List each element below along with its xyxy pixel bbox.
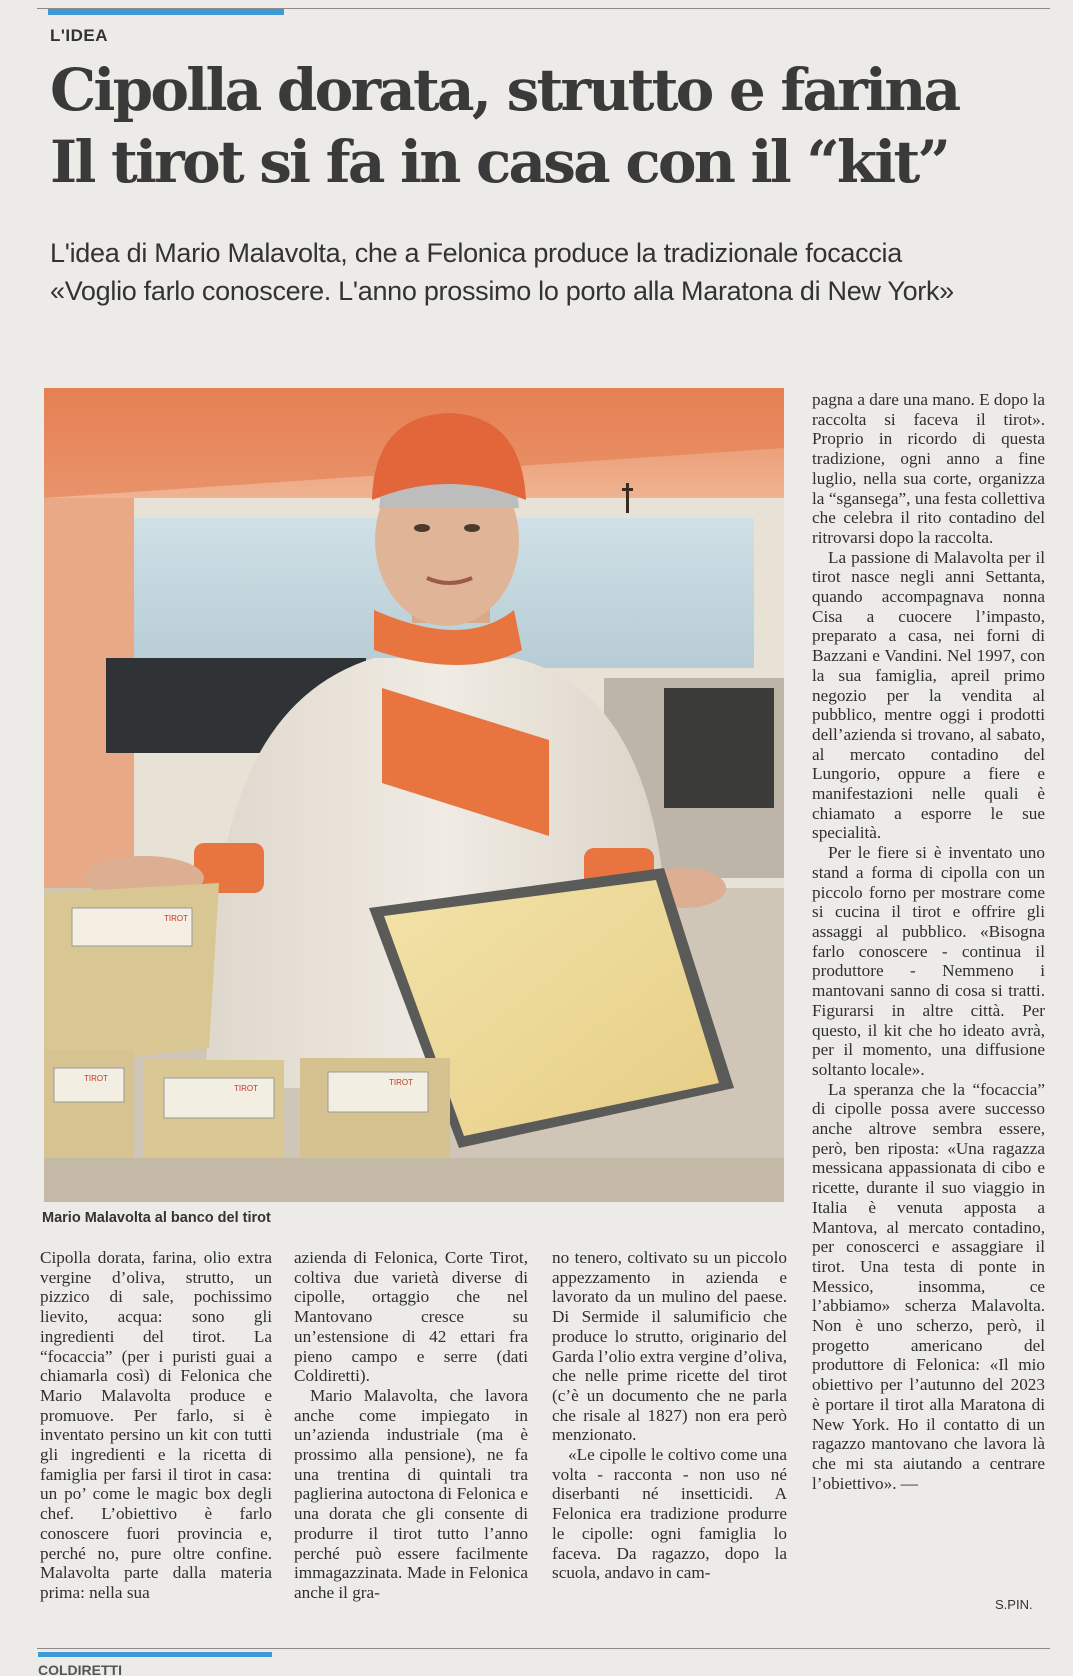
paragraph: La speranza che la “focaccia” di cipolle possa avere successo anche altrove sembra essere, però, ben riposta: «Una ragazza messicana appassionata di cibo e ricette, durante il suo viaggio in Italia è venuta apposta a Mantova, al mercato contadino, per conoscerci e assaggiare il tirot. Una testa di ponte in Messico, insomma, ce l’abbiamo» scherza Malavolta. Non è uno scherzo, però, il progetto americano del produttore di Felonica: «Il mio obiettivo per l’autunno del 2023 è portare il tirot alla Maratona di New York. Ho il contatto di un ragazzo mantovano che lavora là che mi sta aiutando a centrare l’obiettivo». — xyxy=(812,1079,1045,1493)
package-label: TIROT xyxy=(84,1074,108,1083)
paragraph: «Le cipolle le coltivo come una volta - racconta - non uso né diserbanti né insetticidi. A Felonica era tradizione produrre le cipolle: ogni famiglia lo faceva. Da ragazzo, dopo la scuola, andavo in cam- xyxy=(552,1445,787,1583)
headline-line-2: Il tirot si fa in casa con il “kit” xyxy=(50,128,949,196)
paragraph: Cipolla dorata, farina, olio extra vergine d’oliva, strutto, un pizzico di sale, pochissimo lievito, acqua: sono gli ingredienti del tirot. La “focaccia” (per i puristi guai a chiamarla così) di Felonica che Mario Malavolta produce e promuove. Per farlo, si è inventato persino un kit con tutti gli ingredienti e la ricetta di famiglia per farsi il tirot in casa: un po’ come le magic box degli chef. L’obiettivo è farlo conoscere fuori provincia e, perché no, pure oltre confine. Malavolta parte dalla materia prima: nella sua xyxy=(40,1248,272,1602)
paragraph: azienda di Felonica, Corte Tirot, coltiva due varietà diverse di cipolle, ortaggio che nel Mantovano cresce su un’estensione di 42 ettari fra pieno campo e serre (dati Coldiretti). xyxy=(294,1248,528,1386)
headline-line-1: Cipolla dorata, strutto e farina xyxy=(50,56,959,124)
article-photo xyxy=(44,388,784,1202)
next-section-tag: COLDIRETTI xyxy=(38,1662,122,1676)
paragraph: pagna a dare una mano. E dopo la raccolta si faceva il tirot». Proprio in ricordo di questa tradizione, ogni anno a fine luglio, nella sua corte, organizza la “sgansega”, una festa collettiva che celebra il rito contadino del ritrovarsi dopo la raccolta. xyxy=(812,390,1045,547)
bottom-accent-bar xyxy=(38,1652,272,1657)
article-column-1 xyxy=(40,1248,272,1603)
package-label: TIROT xyxy=(234,1084,258,1093)
package-label: TIROT xyxy=(389,1078,413,1087)
paragraph: Per le fiere si è inventato uno stand a forma di cipolla con un piccolo forno per mostrare come si cucina il tirot e offrire gli assaggi al pubblico. «Bisogna farlo conoscere - continua il produttore - Nemmeno i mantovani sanno di cosa si tratti. Figurarsi in altre città. Per questo, il kit che ho ideato avrà, per il momento, una diffusione soltanto locale». xyxy=(812,843,1045,1079)
subheadline-line-2: «Voglio farlo conoscere. L'anno prossimo lo porto alla Maratona di New York» xyxy=(50,276,954,306)
author-signature: S.PIN. xyxy=(995,1597,1033,1612)
top-accent-bar xyxy=(48,9,284,15)
package-label: TIROT xyxy=(164,914,188,923)
article-column-3 xyxy=(552,1248,787,1583)
section-kicker: L'IDEA xyxy=(50,26,109,45)
photo-illustration xyxy=(44,388,784,1202)
article-column-2 xyxy=(294,1248,528,1603)
subheadline xyxy=(50,234,1060,310)
paragraph: no tenero, coltivato su un piccolo appezzamento in azienda e lavorato da un mulino del paese. Di Sermide il salumificio che produce lo strutto, originario del Garda l’olio extra vergine d’oliva, che nelle prime ricette del tirot (c’è un documento che ne parla che risale al 1827) non era però menzionato. xyxy=(552,1248,787,1445)
headline xyxy=(50,54,1060,198)
article-column-right xyxy=(812,390,1045,1493)
bottom-rule xyxy=(37,1648,1050,1649)
subheadline-line-1: L'idea di Mario Malavolta, che a Felonica produce la tradizionale focaccia xyxy=(50,238,902,268)
photo-caption: Mario Malavolta al banco del tirot xyxy=(42,1210,271,1226)
paragraph: La passione di Malavolta per il tirot nasce negli anni Settanta, quando accompagnava nonna Cisa a cuocere l’impasto, preparato a casa, nei forni di Bazzani e Vandini. Nel 1997, con la sua famiglia, apreil primo negozio per la vendita al pubblico, mentre oggi i prodotti dell’azienda si trovano, al sabato, al mercato contadino del Lungorio, oppure a fiere e manifestazioni nelle quali è chiamato a esporre le sue specialità. xyxy=(812,547,1045,843)
paragraph: Mario Malavolta, che lavora anche come impiegato in un’azienda industriale (ma è prossimo alla pensione), ne fa una trentina di quintali tra paglierina autoctona di Felonica e una dorata che gli consente di produrre il tirot tutto l’anno perché può essere facilmente immagazzinata. Made in Felonica anche il gra- xyxy=(294,1385,528,1602)
